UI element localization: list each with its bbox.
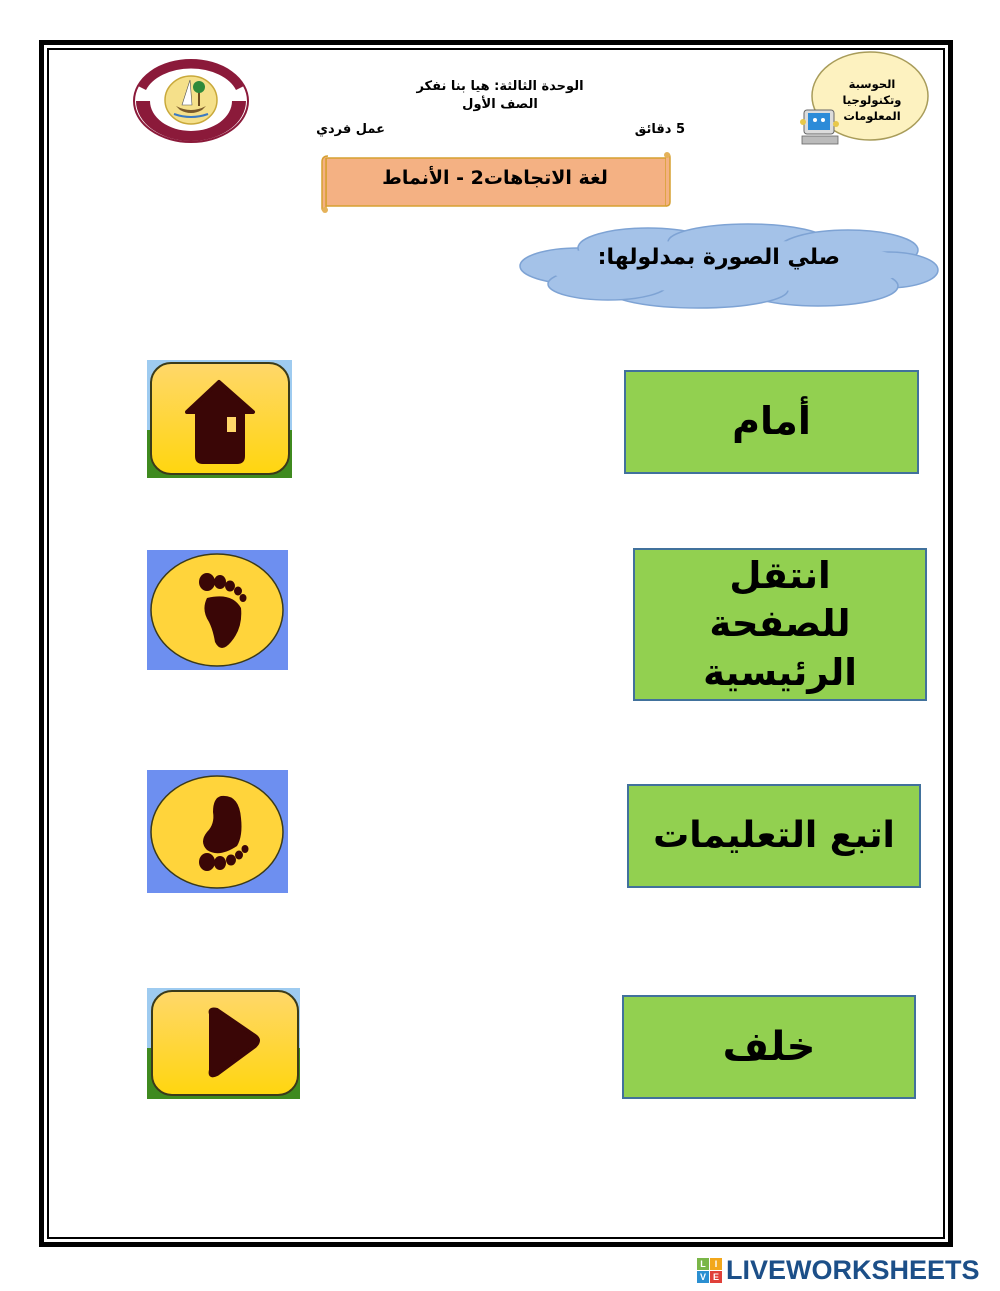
- word-box-forward[interactable]: [624, 370, 919, 474]
- work-type-label: عمل فردي: [316, 122, 385, 137]
- ict-logo-line2: المعلومات: [843, 109, 901, 123]
- time-label: 5 دقائق: [634, 122, 685, 137]
- footprint-forward-tile[interactable]: [147, 550, 288, 670]
- instruction-text: صلي الصورة بمدلولها:: [597, 245, 840, 270]
- word-box-follow-instructions[interactable]: [627, 784, 921, 888]
- word-label-forward: أمام: [732, 399, 811, 444]
- word-label-follow-instructions: اتبع التعليمات: [653, 814, 895, 856]
- worksheet-title: لغة الاتجاهات2 - الأنماط: [382, 167, 608, 189]
- unit-title: الوحدة الثالثة: هيا بنا نفكر: [416, 79, 584, 94]
- ict-subject-logo: [798, 50, 930, 150]
- liveworksheets-brand[interactable]: [697, 1255, 980, 1285]
- footprint-backward-icon: [147, 770, 288, 893]
- qatar-ministry-logo: [132, 58, 250, 144]
- grade-label: الصف الأول: [462, 97, 538, 112]
- footprint-forward-icon: [147, 550, 288, 670]
- word-box-go-home[interactable]: [633, 548, 927, 701]
- brand-text: LIVEWORKSHEETS: [726, 1254, 980, 1285]
- play-icon: [147, 988, 300, 1099]
- home-icon: [147, 360, 292, 478]
- word-label-backward: خلف: [722, 1024, 816, 1070]
- home-icon-tile[interactable]: [147, 360, 292, 478]
- ict-logo-line1: الحوسبة وتكنولوجيا: [842, 77, 902, 107]
- word-label-go-home: انتقل للصفحة الرئيسية: [703, 554, 857, 694]
- footprint-backward-tile[interactable]: [147, 770, 288, 893]
- play-icon-tile[interactable]: [147, 988, 300, 1099]
- live-badge-icon: L I V E: [697, 1258, 722, 1283]
- word-box-backward[interactable]: [622, 995, 916, 1099]
